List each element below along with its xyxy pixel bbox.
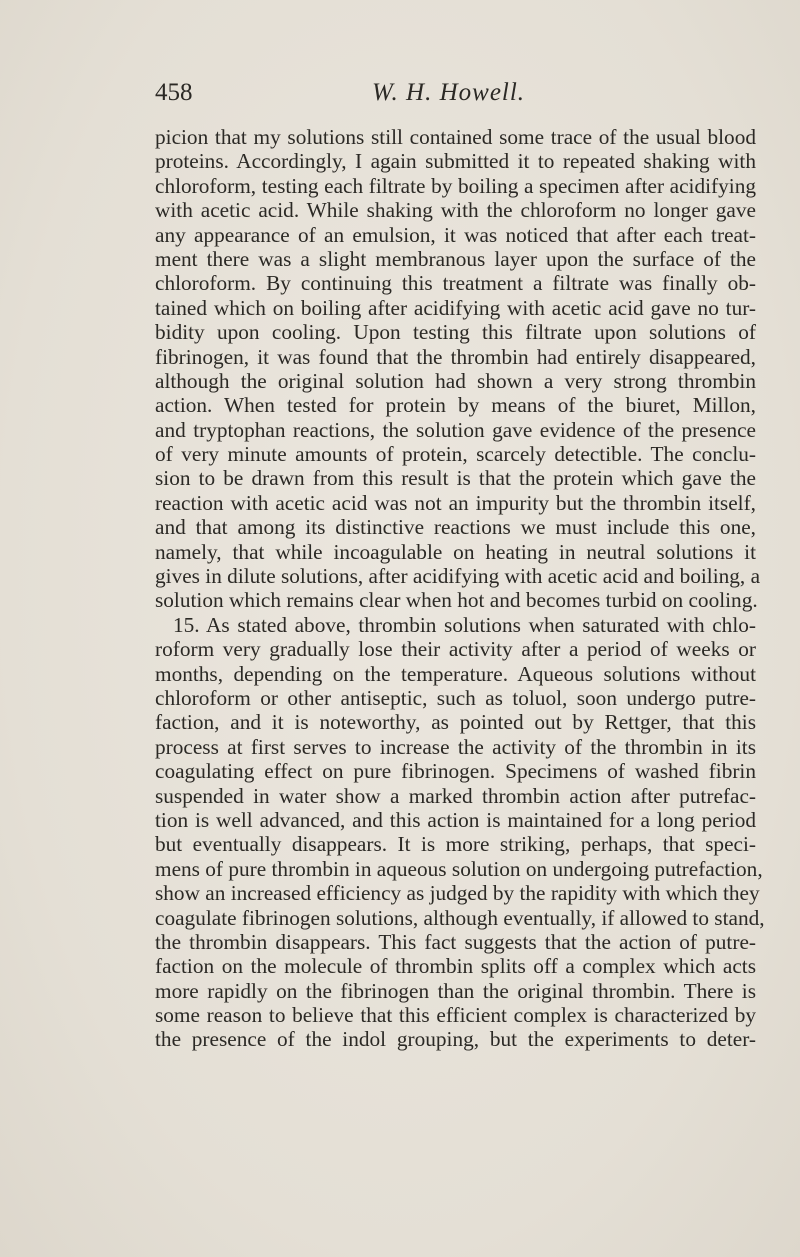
text-line: mens of pure thrombin in aqueous solution on undergoing putrefaction, bbox=[155, 856, 763, 881]
text-line: faction, and it is noteworthy, as pointed out by Rettger, that this bbox=[155, 710, 756, 735]
text-line: and that among its distinctive reactions we must include this one, bbox=[155, 515, 756, 540]
text-line: months, depending on the temperature. Aqueous solutions without bbox=[155, 661, 756, 686]
text-line: although the original solution had shown a very strong thrombin bbox=[155, 368, 756, 393]
text-line: chloroform or other antiseptic, such as toluol, soon undergo putre- bbox=[155, 685, 756, 710]
text-line: but eventually disappears. It is more striking, perhaps, that speci- bbox=[155, 832, 756, 857]
text-line: fibrinogen, it was found that the thrombin had entirely disappeared, bbox=[155, 344, 756, 369]
text-line: with acetic acid. While shaking with the chloroform no longer gave bbox=[155, 198, 756, 223]
text-line: process at first serves to increase the activity of the thrombin in its bbox=[155, 734, 756, 759]
text-line: coagulate fibrinogen solutions, although eventually, if allowed to stand, bbox=[155, 905, 765, 930]
text-line: namely, that while incoagulable on heating in neutral solutions it bbox=[155, 539, 756, 564]
text-line: coagulating effect on pure fibrinogen. Specimens of washed fibrin bbox=[155, 759, 756, 784]
text-line: chloroform, testing each filtrate by boiling a specimen after acidifying bbox=[155, 173, 756, 198]
text-line: reaction with acetic acid was not an impurity but the thrombin itself, bbox=[155, 490, 756, 515]
text-line: sion to be drawn from this result is that the protein which gave the bbox=[155, 466, 756, 491]
text-line: roform very gradually lose their activity after a period of weeks or bbox=[155, 637, 756, 662]
text-line: chloroform. By continuing this treatment a filtrate was finally ob- bbox=[155, 271, 756, 296]
text-line: and tryptophan reactions, the solution gave evidence of the presence bbox=[155, 417, 756, 442]
text-line: action. When tested for protein by means of the biuret, Millon, bbox=[155, 393, 756, 418]
text-line: faction on the molecule of thrombin splits off a complex which acts bbox=[155, 954, 756, 979]
text-line: bidity upon cooling. Upon testing this filtrate upon solutions of bbox=[155, 320, 756, 345]
text-line: gives in dilute solutions, after acidifying with acetic acid and boiling, a bbox=[155, 564, 761, 589]
text-line: tion is well advanced, and this action is maintained for a long period bbox=[155, 807, 756, 832]
text-line: proteins. Accordingly, I again submitted it to repeated shaking with bbox=[155, 149, 756, 174]
body-text bbox=[155, 125, 765, 1052]
text-line: solution which remains clear when hot and becomes turbid on cooling. bbox=[155, 588, 758, 613]
page-header bbox=[155, 76, 755, 112]
text-line: the thrombin disappears. This fact suggests that the action of putre- bbox=[155, 929, 756, 954]
text-line: of very minute amounts of protein, scarcely detectible. The conclu- bbox=[155, 442, 756, 467]
running-head: W. H. Howell. bbox=[372, 79, 526, 106]
text-line: 15. As stated above, thrombin solutions when saturated with chlo- bbox=[173, 612, 756, 637]
text-line: suspended in water show a marked thrombin action after putrefac- bbox=[155, 783, 756, 808]
text-line: show an increased efficiency as judged by the rapidity with which they bbox=[155, 881, 760, 906]
text-line: tained which on boiling after acidifying with acetic acid gave no tur- bbox=[155, 295, 756, 320]
text-line: the presence of the indol grouping, but the experiments to deter- bbox=[155, 1027, 756, 1052]
text-line: any appearance of an emulsion, it was noticed that after each treat- bbox=[155, 222, 756, 247]
text-line: some reason to believe that this efficient complex is characterized by bbox=[155, 1003, 756, 1028]
page-number: 458 bbox=[155, 79, 193, 106]
text-line: ment there was a slight membranous layer upon the surface of the bbox=[155, 246, 756, 271]
text-line: more rapidly on the fibrinogen than the original thrombin. There is bbox=[155, 978, 756, 1003]
text-line: picion that my solutions still contained some trace of the usual blood bbox=[155, 125, 756, 149]
